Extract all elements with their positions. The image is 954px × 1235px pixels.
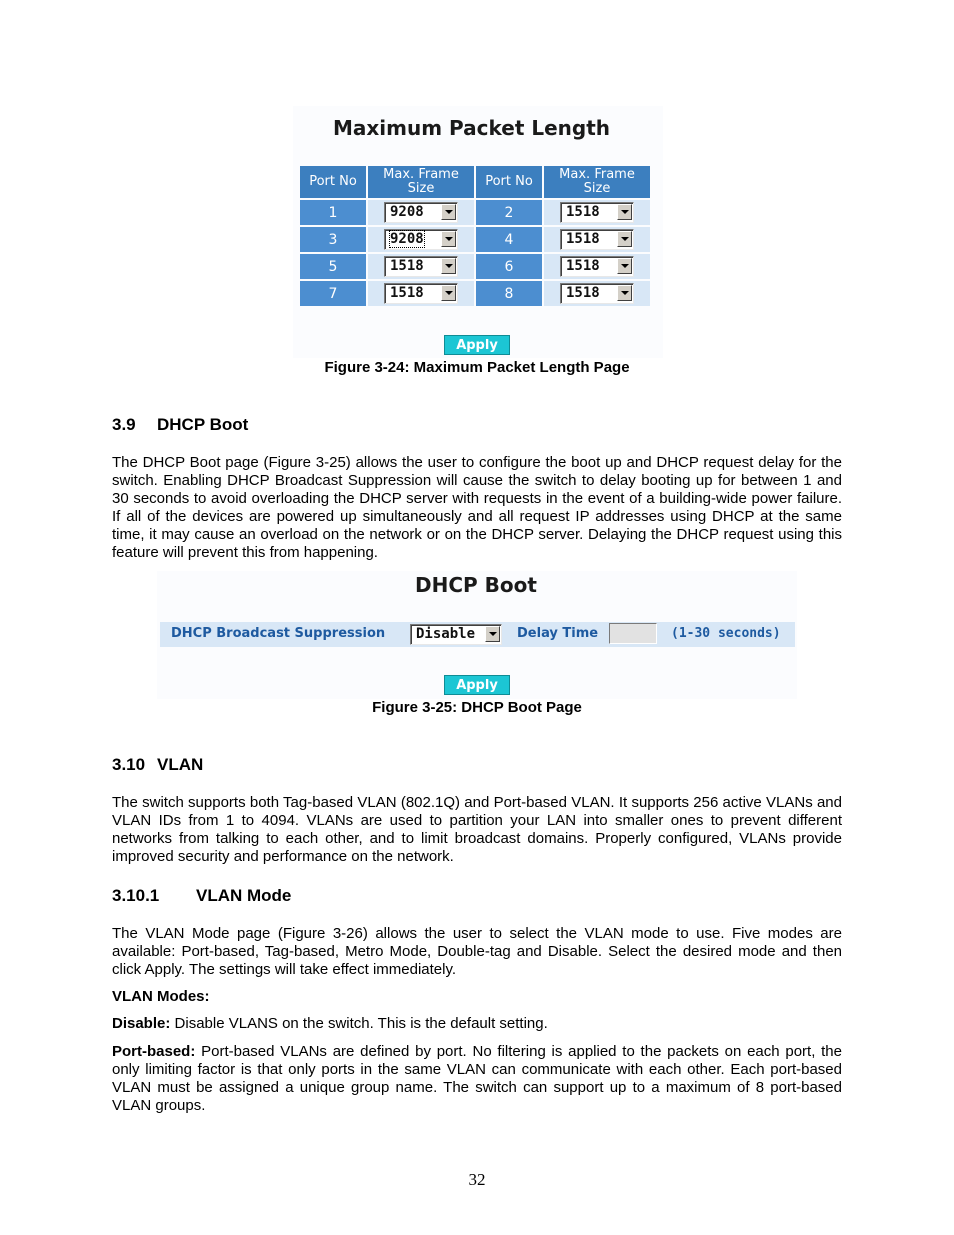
port-number: 2 xyxy=(476,200,542,225)
section-heading-dhcp-boot: 3.9 DHCP Boot xyxy=(112,415,249,434)
dropdown-arrow-icon[interactable] xyxy=(617,231,632,247)
figure-title: DHCP Boot xyxy=(415,573,537,597)
suppression-select[interactable]: Disable xyxy=(410,624,502,645)
suppression-label: DHCP Broadcast Suppression xyxy=(171,626,386,641)
section-heading-vlan-mode: 3.10.1 VLAN Mode xyxy=(112,886,292,905)
port-number: 8 xyxy=(476,281,542,306)
dropdown-arrow-icon[interactable] xyxy=(441,258,456,274)
frame-size-table xyxy=(298,164,652,308)
dhcp-boot-paragraph: The DHCP Boot page (Figure 3-25) allows the user to configure the boot up and DHCP request delay for the switch. Enabling DHCP Broadcast Suppression will cause the switch to delay booting up for between 1 and 30 seconds to avoid overloading the DHCP server with requests in the event of a building-wide power failure. If all of the devices are powered up simultaneously and all request IP addresses using DHCP at the same time, it may cause an overload on the network or on the DHCP server. Delaying the DHCP request using this feature will prevent this from happening. xyxy=(112,454,842,561)
frame-size-select[interactable]: 1518 xyxy=(560,202,634,223)
table-row xyxy=(300,227,650,252)
dropdown-arrow-icon[interactable] xyxy=(617,258,632,274)
frame-size-select[interactable]: 1518 xyxy=(384,256,458,277)
frame-size-select[interactable]: 1518 xyxy=(384,283,458,304)
table-header-row xyxy=(300,166,650,198)
vlan-paragraph: The switch supports both Tag-based VLAN (802.1Q) and Port-based VLAN. It supports 256 active VLANs and VLAN IDs from 1 to 4094. VLANs are used to partition your LAN into smaller ones to prevent different networks from talking to each other, and to limit broadcast domains. Properly configured, VLANs provide improved security and performance on the network. xyxy=(112,794,842,865)
frame-size-select[interactable]: 1518 xyxy=(560,229,634,250)
figure-caption: Figure 3-24: Maximum Packet Length Page xyxy=(324,359,630,376)
port-number: 3 xyxy=(300,227,366,252)
delay-time-label: Delay Time xyxy=(517,626,599,641)
frame-size-select[interactable]: 1518 xyxy=(560,256,634,277)
table-row xyxy=(300,200,650,225)
dropdown-arrow-icon[interactable] xyxy=(441,285,456,301)
frame-size-select[interactable]: 1518 xyxy=(560,283,634,304)
apply-button[interactable]: Apply xyxy=(444,335,510,355)
dropdown-arrow-icon[interactable] xyxy=(485,626,500,642)
disable-mode-paragraph: Disable: Disable VLANS on the switch. This is the default setting. xyxy=(112,1015,548,1032)
table-row xyxy=(300,254,650,279)
dhcp-settings-row xyxy=(160,622,795,647)
delay-time-input[interactable] xyxy=(609,623,657,644)
port-number: 7 xyxy=(300,281,366,306)
frame-size-select[interactable]: 9208 xyxy=(384,202,458,223)
max-packet-length-figure xyxy=(293,106,663,358)
header-max-frame-size: Max. Frame Size xyxy=(368,166,474,198)
dropdown-arrow-icon[interactable] xyxy=(441,231,456,247)
vlan-mode-paragraph: The VLAN Mode page (Figure 3-26) allows the user to select the VLAN mode to use. Five modes are available: Port-based, Tag-based, Metro Mode, Double-tag and Disable. Select the desired mode and then click Apply. The settings will take effect immediately. xyxy=(112,925,842,978)
table-row xyxy=(300,281,650,306)
figure-caption: Figure 3-25: DHCP Boot Page xyxy=(372,699,582,716)
port-number: 6 xyxy=(476,254,542,279)
figure-title: Maximum Packet Length xyxy=(333,116,611,140)
header-max-frame-size: Max. Frame Size xyxy=(544,166,650,198)
delay-range-label: (1-30 seconds) xyxy=(671,626,781,641)
port-number: 1 xyxy=(300,200,366,225)
port-number: 5 xyxy=(300,254,366,279)
port-based-mode-paragraph: Port-based: Port-based VLANs are defined by port. No filtering is applied to the packets on each port, the only limiting factor is that only ports in the same VLAN can communicate with each other. Each port-based VLAN must be assigned a unique group name. The switch can support up to a maximum of 8 port-based VLAN groups. xyxy=(112,1043,842,1114)
header-port-no: Port No xyxy=(300,166,366,198)
apply-button[interactable]: Apply xyxy=(444,675,510,695)
dhcp-boot-figure xyxy=(157,571,797,699)
header-port-no: Port No xyxy=(476,166,542,198)
page-number: 32 xyxy=(468,1170,486,1189)
port-number: 4 xyxy=(476,227,542,252)
section-heading-vlan: 3.10 VLAN xyxy=(112,755,204,774)
dropdown-arrow-icon[interactable] xyxy=(441,204,456,220)
dropdown-arrow-icon[interactable] xyxy=(617,285,632,301)
dropdown-arrow-icon[interactable] xyxy=(617,204,632,220)
frame-size-select[interactable]: 9208 xyxy=(384,229,458,250)
vlan-modes-heading: VLAN Modes: xyxy=(112,988,210,1005)
